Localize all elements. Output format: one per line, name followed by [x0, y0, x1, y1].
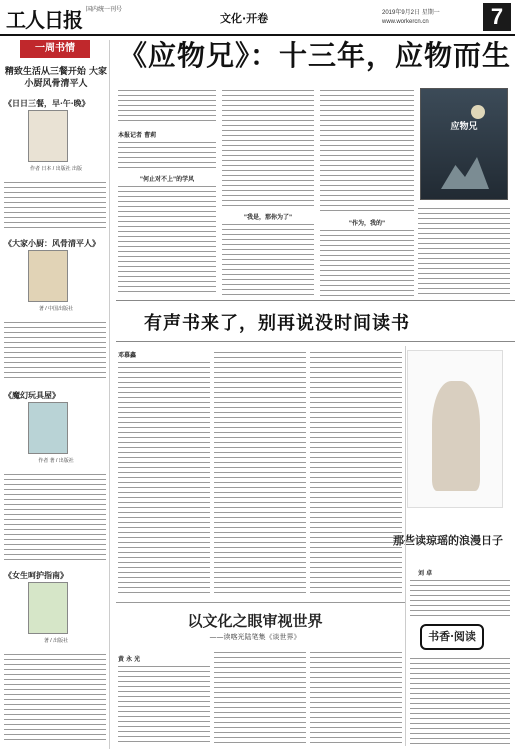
book-caption: 作者 日本 / 出版社 出版 [30, 166, 82, 172]
book-caption: 作者 著 / 出版社 [38, 458, 74, 464]
body-text [320, 88, 414, 214]
book-title: 《日日三餐，早·午·晚》 [4, 98, 90, 108]
body-text [118, 140, 216, 170]
subheading: "作为，我的" [348, 220, 386, 227]
section-title: 文化·开卷 [220, 12, 269, 25]
essay-title: 那些读琼瑶的浪漫日子 [393, 534, 503, 547]
subheading: "我是，那你为了" [243, 214, 293, 221]
weekly-title: 精致生活从三餐开始 大家小厨风骨清平人 [4, 67, 108, 89]
body-text [410, 578, 510, 618]
body-text [418, 206, 510, 296]
body-text [4, 472, 106, 562]
column-badge: 书香·阅读 [420, 624, 484, 650]
banner-title: 有声书来了，别再说没时间读书 [144, 313, 410, 334]
page-number: 7 [483, 3, 511, 31]
body-text [310, 350, 402, 596]
bottom-article-byline: 黄 永 光 [118, 656, 141, 663]
body-text [4, 652, 106, 744]
website: www.workercn.cn [382, 19, 429, 25]
body-text [118, 664, 210, 744]
mountain-shape [441, 149, 489, 189]
body-text [214, 650, 306, 744]
audiobook-banner [116, 300, 515, 342]
book-caption: 著 / 出版社 [43, 638, 69, 644]
weekly-badge: 一周书情 [20, 40, 90, 58]
body-text [310, 650, 402, 744]
column-divider [405, 346, 406, 746]
body-text [410, 656, 510, 744]
book-title: 《女生呵护指南》 [4, 570, 68, 580]
body-text [118, 360, 210, 596]
article-intro [118, 88, 216, 124]
subheading: "何止对不上"的学风 [139, 176, 195, 183]
main-article-byline: 本报记者 曹莉 [118, 132, 157, 139]
bottom-article-subtitle: ——读喀光陆笔集《谈世界》 [209, 633, 301, 641]
main-article-title: 《应物兄》：十三年，应物而生 [118, 39, 511, 72]
body-text [214, 350, 306, 596]
body-text [118, 184, 216, 296]
book-cover [28, 250, 68, 302]
issue-date: 2019年9月2日 星期一 [382, 10, 440, 16]
body-text [222, 88, 314, 208]
book-cover-image [420, 88, 508, 200]
masthead-info: 国内统一刊号 [86, 7, 123, 13]
body-text [4, 320, 106, 382]
divider [116, 602, 406, 603]
body-text [4, 180, 106, 232]
newspaper-logo: 工人日报 [6, 8, 82, 32]
book-cover [28, 402, 68, 454]
cover-title: 应物兄 [450, 122, 478, 132]
weekly-books-column [0, 40, 110, 749]
book-title: 《大家小厨：风骨清平人》 [4, 238, 100, 248]
book-caption: 著 / 中国出版社 [38, 306, 74, 312]
book-cover [28, 582, 68, 634]
book-cover [28, 110, 68, 162]
bottom-article-title: 以文化之眼审视世界 [187, 612, 323, 630]
moon-shape [471, 105, 485, 119]
audiobook-byline: 邓慕鑫 [118, 352, 137, 359]
figure-shape [432, 381, 480, 491]
illustration [407, 350, 503, 508]
body-text [222, 222, 314, 296]
body-text [320, 228, 414, 296]
masthead [0, 0, 515, 36]
book-title: 《魔幻玩具屋》 [4, 390, 60, 400]
essay-byline: 刘 卓 [418, 570, 433, 577]
